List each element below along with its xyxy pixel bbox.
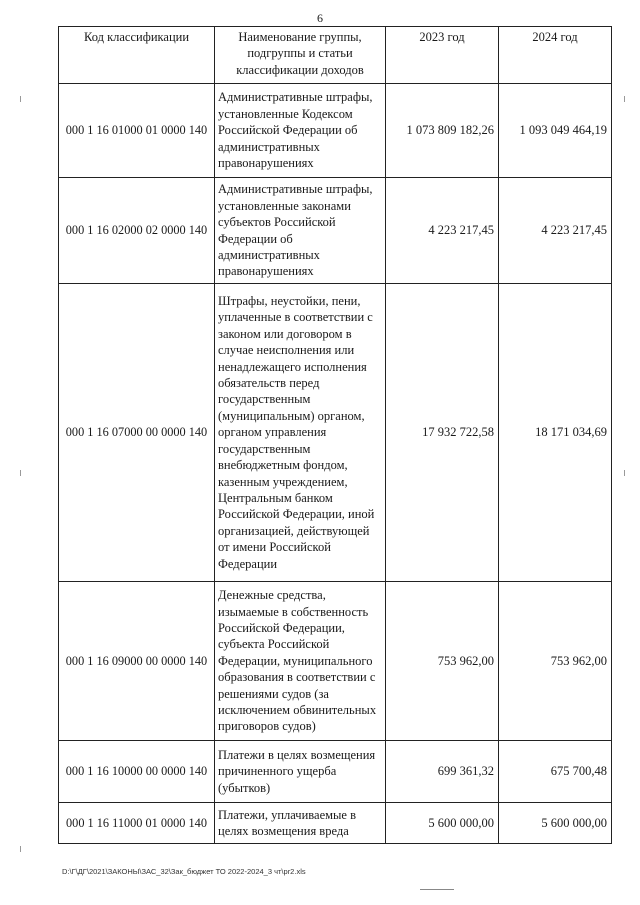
header-code: Код классификации (59, 27, 215, 84)
table-header-row (59, 27, 612, 84)
margin-tick-mark (20, 846, 21, 852)
header-name: Наименование группы, подгруппы и статьи классификации доходов (215, 27, 386, 84)
row-name: Денежные средства, изымаемые в собственность Российской Федерации, субъекта Российской Федерации, муниципального образования в соответствии с решениями судов (за исключением обвинительных приговоров судов) (215, 582, 386, 741)
row-value-2023: 5 600 000,00 (386, 803, 499, 844)
row-code: 000 1 16 07000 00 0000 140 (59, 284, 215, 582)
row-value-2024: 5 600 000,00 (499, 803, 612, 844)
row-value-2024: 675 700,48 (499, 741, 612, 803)
table-row (59, 84, 612, 178)
table-row (59, 803, 612, 844)
row-code: 000 1 16 01000 01 0000 140 (59, 84, 215, 178)
row-value-2024: 4 223 217,45 (499, 178, 612, 284)
table-row (59, 582, 612, 741)
row-value-2023: 753 962,00 (386, 582, 499, 741)
row-value-2024: 753 962,00 (499, 582, 612, 741)
margin-tick-mark (624, 96, 625, 102)
header-2023: 2023 год (386, 27, 499, 84)
footer-file-path: D:\Г\ДГ\2021\ЗАКОНЫ\ЗАС_32\Зак_бюджет ТО 2022-2024_3 чт\pr2.xls (62, 867, 306, 876)
row-name: Административные штрафы, установленные законами субъектов Российской Федерации об административных правонарушениях (215, 178, 386, 284)
margin-tick-mark (20, 96, 21, 102)
row-code: 000 1 16 09000 00 0000 140 (59, 582, 215, 741)
row-value-2024: 18 171 034,69 (499, 284, 612, 582)
row-value-2023: 699 361,32 (386, 741, 499, 803)
row-name: Административные штрафы, установленные Кодексом Российской Федерации об административных правонарушениях (215, 84, 386, 178)
row-name: Штрафы, неустойки, пени, уплаченные в соответствии с законом или договором в случае неисполнения или ненадлежащего исполнения обязательств перед государственным (муниципальным) органом, органом управления государственным внебюджетным фондом, казенным учреждением, Центральным банком Российской Федерации, иной организацией, действующей от имени Российской Федерации (215, 284, 386, 582)
table-row (59, 178, 612, 284)
row-value-2023: 1 073 809 182,26 (386, 84, 499, 178)
header-2024: 2024 год (499, 27, 612, 84)
scan-dash-mark (420, 889, 454, 890)
row-code: 000 1 16 02000 02 0000 140 (59, 178, 215, 284)
revenue-table (58, 26, 612, 844)
row-name: Платежи, уплачиваемые в целях возмещения вреда (215, 803, 386, 844)
row-code: 000 1 16 11000 01 0000 140 (59, 803, 215, 844)
row-value-2024: 1 093 049 464,19 (499, 84, 612, 178)
row-name: Платежи в целях возмещения причиненного ущерба (убытков) (215, 741, 386, 803)
row-code: 000 1 16 10000 00 0000 140 (59, 741, 215, 803)
row-value-2023: 17 932 722,58 (386, 284, 499, 582)
margin-tick-mark (624, 470, 625, 476)
page-number: 6 (317, 11, 323, 25)
table-row (59, 284, 612, 582)
row-value-2023: 4 223 217,45 (386, 178, 499, 284)
margin-tick-mark (20, 470, 21, 476)
table-row (59, 741, 612, 803)
